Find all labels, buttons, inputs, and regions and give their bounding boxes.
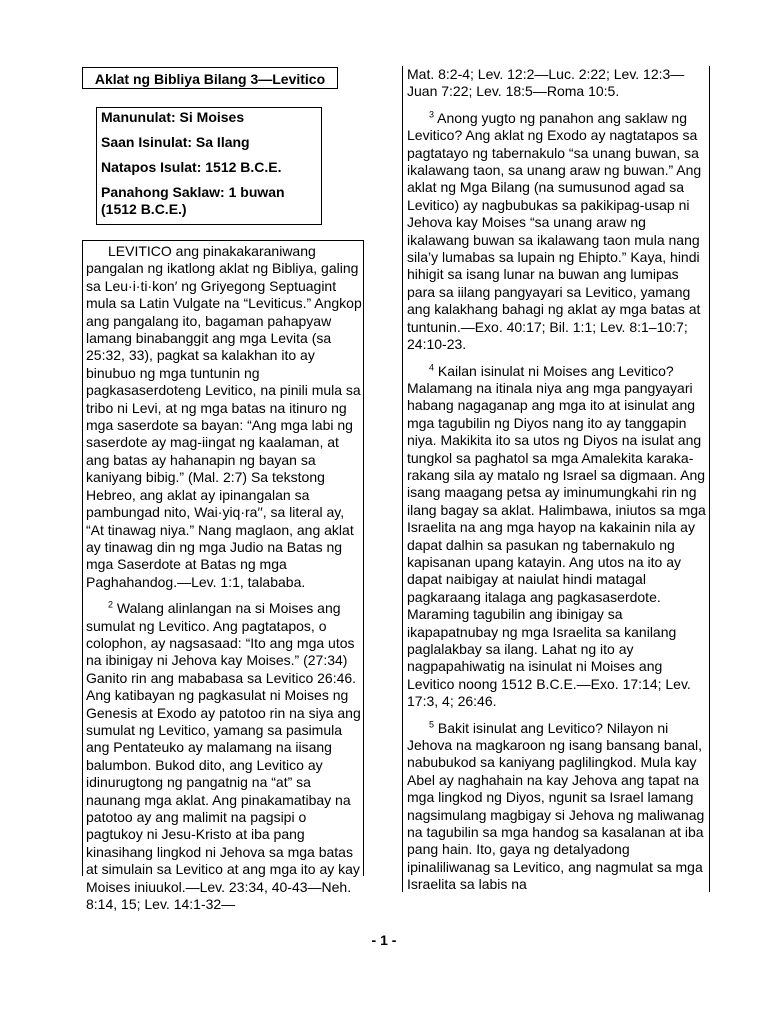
paragraph-5 [407,720,709,894]
paragraph-1: LEVITICO ang pinakakaraniwang pangalan ng ikatlong aklat ng Bibliya, galing sa Leu·i·ti·kon′ ng Griyegong Septuagint mula sa Latin Vulgate na “Leviticus.” Angkop ang pangalang ito, bagaman pahapyaw lamang binabanggit ang mga Levita (sa 25:32, 33), pagkat sa kalakhan ito ay binubuo ng mga tuntunin ng pagkasaserdoteng Levitico, na pinili mula sa tribo ni Levi, at ng mga batas na itinuro ng mga saserdote sa bayan: “Ang mga labi ng saserdote ay mag-iingat ng kaalaman, at ang batas ay hahanapin ng bayan sa kaniyang bibig.” (Mal. 2:7) Sa tekstong Hebreo, ang aklat ay ipinangalan sa pambungad nito, Wai·yiq·ra′′, sa literal ay, “At tinawag niya.” Nang maglaon, ang aklat ay tinawag din ng mga Judio na Batas ng mga Saserdote at Batas ng mga Paghahandog.—Lev. 1:1, talababa. [86,243,362,590]
book-info-box [96,107,322,225]
paragraph-continuation: Mat. 8:2-4; Lev. 12:2—Luc. 2:22; Lev. 12:3—Juan 7:22; Lev. 18:5—Roma 10:5. [407,66,685,100]
paragraph-text: Walang alinlangan na si Moises ang sumulat ng Levitico. Ang pagtatapos, o colophon, ay nagsasaad: “Ito ang mga utos na ibinigay ni Jehova kay Moises.” (27:34) Ganito rin ang mababasa sa Levitico 26:46. Ang katibayan ng pagkasulat ni Moises ng Genesis at Exodo ay patotoo rin na siya ang sumulat ng Levitico, yamang sa pasimula ang Pentateuko ay malamang na iisang balumbon. Bukod dito, ang Levitico ay idinurugtong ng pangatnig na “at” sa naunang mga aklat. Ang pinakamatibay na patotoo ay ang malimit na pagsipi o pagtukoy ni Jesu-Kristo at iba pang kinasihang lingkod ni Jehova sa mga batas at simulain sa Levitico at ang mga ito ay kay Moises iniuukol.—Lev. 23:34, 40-43—Neh. 8:14, 15; Lev. 14:1-32— [86,600,361,913]
paragraph-3 [407,110,709,354]
period-line: Panahong Saklaw: 1 buwan (1512 B.C.E.) [101,184,285,217]
paragraph-number: 2 [108,599,114,610]
paragraph-number: 5 [429,718,435,729]
left-text-column [82,240,364,913]
paragraph-number: 4 [429,361,435,372]
place-line: Saan Isinulat: Sa Ilang [101,134,250,150]
paragraph-text: Bakit isinulat ang Levitico? Nilayon ni Jehova na magkaroon ng isang bansang banal, nabubukod sa kaniyang paglilingkod. Mula kay Abel ay naghahain na kay Jehova ang tapat na mga lingkod ng Diyos, ngunit sa Israel lamang nagsimulang magbigay si Jehova ng maliwanag na tagubilin sa mga handog sa kasalanan at iba pang hain. Ito, gaya ng detalyadong ipinaliliwanag sa Levitico, ang nagmulat sa mga Israelita sa labis na [407,719,705,893]
completed-line: Natapos Isulat: 1512 B.C.E. [101,159,282,175]
right-text-column [402,66,710,892]
author-line: Manunulat: Si Moises [101,109,245,125]
paragraph-4 [407,363,709,711]
paragraph-text: Anong yugto ng panahon ang saklaw ng Levitico? Ang aklat ng Exodo ay nagtatapos sa pagtatayo ng tabernakulo “sa unang buwan, sa ikalawang taon, sa unang araw ng buwan.” Ang aklat ng Mga Bilang (na sumusunod agad sa Levitico) ay nagbubukas sa pakikipag-usap ni Jehova kay Moises “sa unang araw ng ikalawang buwan sa ikalawang taon mula nang sila’y lumabas sa lupain ng Ehipto.” Kaya, hindi hihigit sa isang lunar na buwan ang lumipas para sa iilang pangyayari sa Levitico, yamang ang kalakhang bahagi ng aklat ay mga batas at tuntunin.—Exo. 40:17; Bil. 1:1; Lev. 8:1–10:7; 24:10-23. [407,109,702,353]
paragraph-number: 3 [429,109,435,120]
paragraph-text: Kailan isinulat ni Moises ang Levitico? Malamang na itinala niya ang mga pangyayari habang nagaganap ang mga ito at isinulat ang mga tagubilin ng Diyos nang ito ay tanggapin niya. Makikita ito sa utos ng Diyos na isulat ang tungkol sa paghatol sa mga Amalekita karaka-rakang sila ay matalo ng Israel sa digmaan. Ang isang maagang petsa ay iminumungkahi rin ng ilang bagay sa aklat. Halimbawa, iniutos sa mga Israelita na ang mga hayop na kakainin nila ay dapat dalhin sa pasukan ng tabernakulo ng kapisanan upang katayin. Ang utos na ito ay dapat naibigay at naiulat hindi matagal pagkaraang italaga ang pagkasaserdote. Maraming tagubilin ang ibinigay sa ikapapatnubay ng mga Israelita sa kanilang paglalakbay sa ilang. Lahat ng ito ay nagpapahiwatig na isinulat ni Moises ang Levitico noong 1512 B.C.E.—Exo. 17:14; Lev. 17:3, 4; 26:46. [407,362,706,710]
paragraph-2 [86,600,363,913]
book-title: Aklat ng Bibliya Bilang 3—Levitico [82,67,338,89]
page-number: - 1 - [371,932,397,948]
